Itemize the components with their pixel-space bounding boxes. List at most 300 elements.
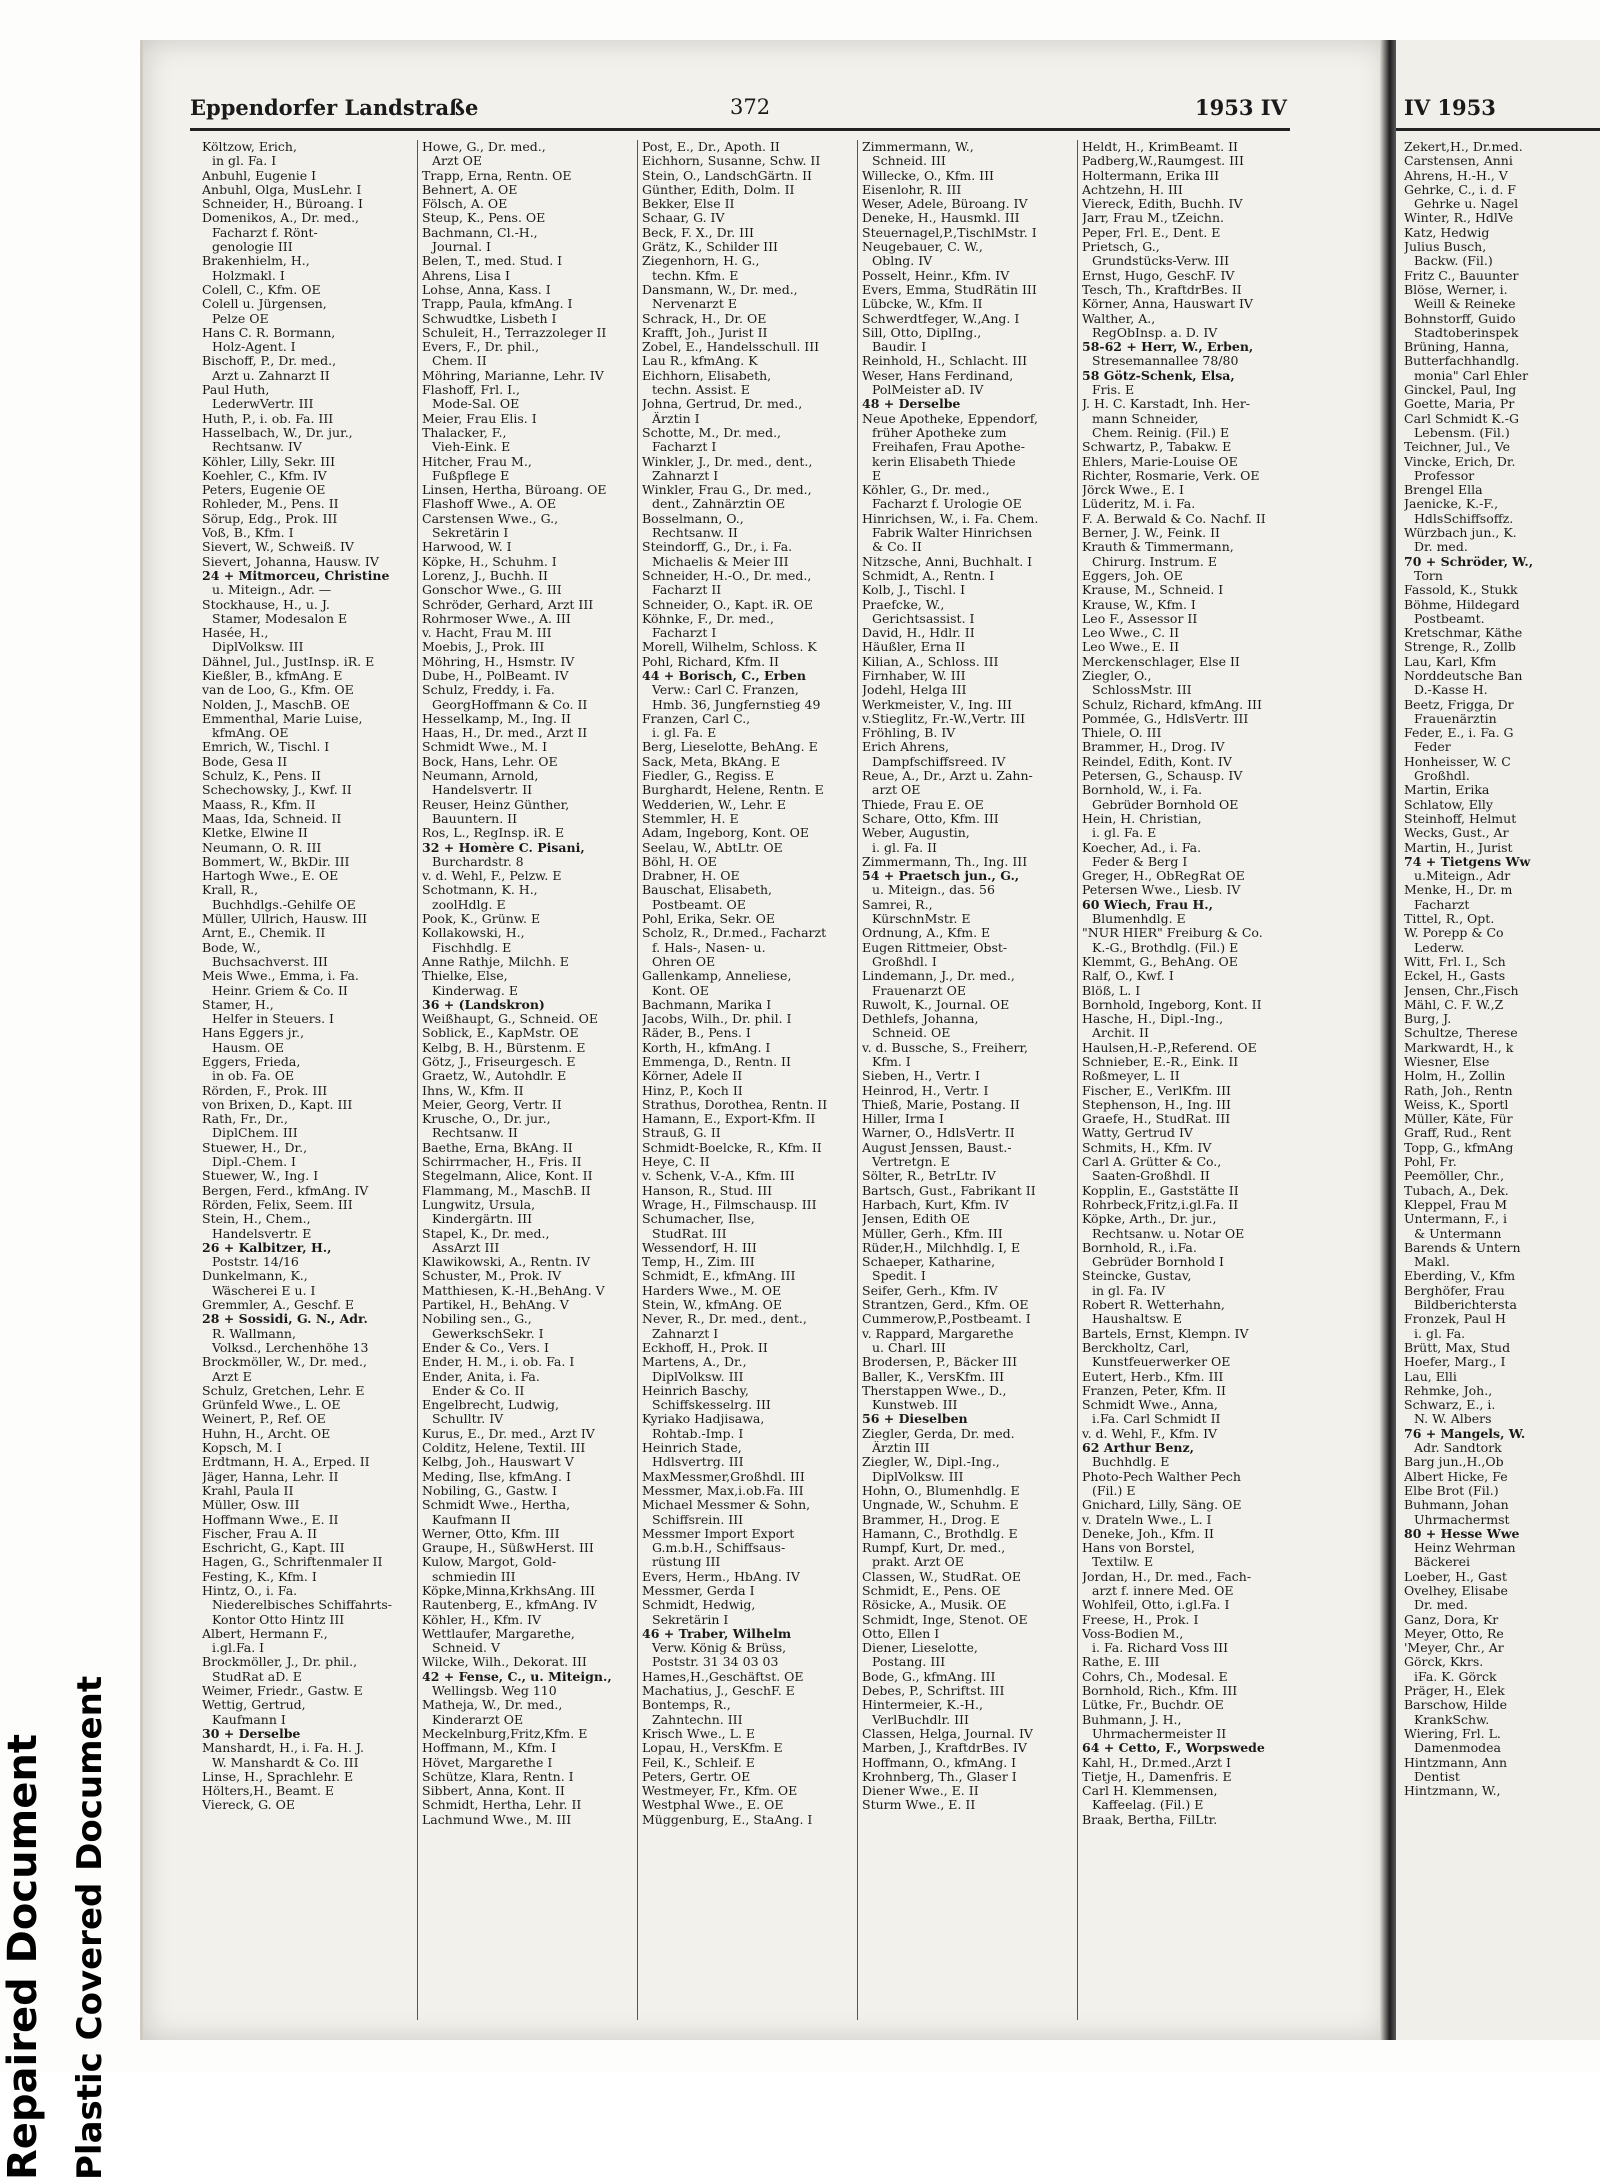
directory-entry: Dube, H., PolBeamt. IV [422,668,569,683]
directory-entry: Jensen, Chr.,Fisch [1404,983,1519,998]
directory-entry: Vieh-Eink. E [432,440,511,455]
directory-entry: Messmer Import Export [642,1526,795,1541]
directory-entry: Günther, Edith, Dolm. II [642,182,795,197]
directory-entry: Ros, L., RegInsp. iR. E [422,826,565,841]
directory-entry: AssArzt III [432,1240,500,1255]
directory-entry: Sieben, H., Vertr. I [862,1069,980,1084]
directory-entry: Kfm. I [872,1055,911,1069]
directory-entry: Nervenarzt E [652,297,737,312]
directory-entry: Dr. med. [1414,540,1468,555]
directory-entry: Rathe, E. III [1082,1655,1160,1670]
directory-entry: Fritz C., Bauunter [1404,268,1519,283]
directory-entry: Walther, A., [1082,311,1156,326]
directory-entry: in gl. Fa. IV [1092,1283,1166,1298]
directory-entry: Gnichard, Lilly, Säng. OE [1082,1498,1242,1513]
directory-entry: Dipl.-Chem. I [212,1155,296,1170]
directory-entry: Vertretgn. E [872,1155,950,1170]
directory-entry: Rautenberg, E., kfmAng. IV [422,1598,598,1613]
directory-entry: Eisenlohr, R. III [862,182,962,197]
directory-entry: Martin, Erika [1404,783,1490,798]
directory-entry: W. Manshardt & Co. III [212,1755,359,1770]
directory-entry: Achtzehn, H. III [1082,182,1183,197]
directory-entry: Stamer, H., [202,997,274,1012]
directory-entry: Schneider, O., Kapt. iR. OE [642,597,813,612]
directory-entry: Krusche, O., Dr. jur., [422,1112,551,1127]
directory-entry: monia" Carl Ehler [1414,368,1529,383]
directory-entry: Viereck, G. OE [202,1798,295,1813]
directory-entry: Belen, T., med. Stud. I [422,254,563,269]
directory-entry: StudRat. III [652,1226,727,1241]
directory-entry: Körner, Adele II [642,1069,743,1084]
directory-entry: Bornhold, Ingeborg, Kont. II [1082,997,1262,1012]
directory-entry: Postang. III [872,1655,946,1670]
directory-entry: Bode, W., [202,940,261,955]
directory-entry: Damenmodea [1414,1741,1502,1756]
directory-entry: Bornhold, Rich., Kfm. III [1082,1684,1238,1699]
directory-entry: Beck, F. X., Dr. III [642,225,754,240]
directory-entry: 24 + Mitmorceu, Christine [202,568,390,583]
directory-entry: Hames,H.,Geschäftst. OE [642,1669,804,1684]
directory-entry: dent., Zahnärztin OE [652,497,786,512]
directory-entry: Franzen, Carl C., [642,711,751,726]
directory-entry: G.m.b.H., Schiffsaus- [652,1541,786,1556]
directory-entry: Voss-Bodien M., [1082,1626,1184,1641]
directory-entry: i. gl. Fa. E [1092,826,1157,841]
directory-entry: Ziegler, Gerda, Dr. med. [862,1426,1015,1441]
directory-entry: Pohl, Erika, Sekr. OE [642,912,775,927]
directory-entry: Gebrüder Bornhold I [1092,1255,1224,1270]
directory-entry: Kilian, A., Schloss. III [862,654,999,669]
directory-entry: Hinz, P., Koch II [642,1083,743,1098]
directory-entry: Kaufmann II [432,1512,511,1527]
directory-entry: Postbeamt. OE [652,897,746,912]
directory-entry: Temp, H., Zim. III [642,1255,755,1270]
directory-entry: Martens, A., Dr., [642,1355,747,1370]
directory-entry: Ernst, Hugo, GeschF. IV [1082,268,1235,283]
directory-entry: i.gl.Fa. I [212,1641,265,1656]
directory-entry: u. Miteign., Adr. — [212,583,332,598]
directory-entry: Hausm. OE [212,1040,284,1055]
directory-entry: Baller, K., VersKfm. III [862,1369,1005,1384]
directory-entry: Trapp, Paula, kfmAng. I [422,297,573,312]
directory-entry: arzt f. innere Med. OE [1092,1583,1234,1598]
directory-entry: Ordnung, A., Kfm. E [862,926,991,941]
directory-entry: Graetz, W., Autohdlr. E [422,1069,567,1084]
directory-entry: Weimer, Friedr., Gastw. E [202,1684,363,1699]
directory-entry: PolMeister aD. IV [872,383,984,398]
directory-entry: Markwardt, H., k [1404,1040,1514,1055]
directory-entry: Ender, H. M., i. ob. Fa. I [422,1355,575,1370]
directory-entry: Schotmann, K. H., [422,883,538,898]
directory-entry: Verw.: Carl C. Franzen, [652,683,799,698]
directory-columns [198,140,1298,2020]
directory-entry: Müggenburg, E., StaAng. I [642,1812,813,1827]
directory-entry: Johna, Gertrud, Dr. med., [642,397,803,412]
directory-entry: Schwartz, P., Tabakw. E [1082,440,1232,455]
directory-entry: Schirrmacher, H., Fris. II [422,1155,582,1170]
directory-entry: Ziegler, W., Dipl.-Ing., [862,1455,1000,1470]
directory-entry: Hanson, R., Stud. III [642,1183,773,1198]
directory-entry: Wedderien, W., Lehr. E [642,797,787,812]
directory-entry: Moebis, J., Prok. III [422,640,545,655]
directory-entry: GewerkschSekr. I [432,1326,544,1341]
facing-page-header: IV 1953 [1404,95,1496,120]
directory-entry: Schütze, Klara, Rentn. I [422,1769,574,1784]
directory-entry: Rechtsanw. II [652,526,738,541]
directory-entry: K.-G., Brothdlg. (Fil.) E [1092,940,1239,955]
directory-entry: Kolb, J., Tischl. I [862,583,966,598]
directory-entry: Stephenson, H., Ing. III [1082,1097,1231,1112]
directory-entry: Graefe, H., StudRat. III [1082,1112,1231,1127]
directory-entry: Tubach, A., Dek. [1404,1183,1509,1198]
directory-entry: Soblick, E., KapMstr. OE [422,1026,579,1041]
directory-entry: Bäckerei [1414,1555,1470,1570]
directory-entry: Debes, P., Schriftst. III [862,1684,1005,1699]
directory-entry: Steuernagel,P.,TischlMstr. I [862,225,1037,240]
directory-entry: 'Meyer, Chr., Ar [1404,1641,1504,1656]
directory-entry: 26 + Kalbitzer, H., [202,1240,332,1255]
directory-entry: DiplVolksw. III [652,1369,744,1384]
directory-entry: Dansmann, W., Dr. med., [642,282,798,297]
directory-entry: Burchardstr. 8 [432,854,524,869]
directory-entry: Dentist [1414,1769,1460,1784]
directory-entry: Weser, Adele, Büroang. IV [862,197,1028,212]
header-rule [190,128,1290,131]
directory-entry: Helfer in Steuers. I [212,1012,334,1027]
directory-entry: Hoffmann, O., kfmAng. I [862,1755,1017,1770]
directory-entry: Hans Eggers jr., [202,1026,305,1041]
directory-entry: David, H., Hdlr. II [862,626,975,641]
directory-entry: Müller, Ullrich, Hausw. III [202,912,368,927]
directory-entry: Rohtab.-Imp. I [652,1426,744,1441]
directory-entry: Harbach, Kurt, Kfm. IV [862,1197,1009,1212]
directory-entry: Zahnarzt I [652,1326,719,1341]
page-header [190,95,1290,125]
directory-entry: Burghardt, Helene, Rentn. E [642,783,824,798]
directory-entry: Strauß, G. II [642,1126,721,1141]
directory-entry: Häußler, Erna II [862,640,966,655]
directory-entry: Reindel, Edith, Kont. IV [1082,754,1232,769]
directory-entry: kfmAng. OE [212,726,289,741]
directory-entry: Brammer, H., Drog. IV [1082,740,1225,755]
directory-entry: Fischer, Frau A. II [202,1526,318,1541]
directory-entry: Rohleder, M., Pens. II [202,497,339,512]
directory-entry: Feder, E., i. Fa. G [1404,726,1514,741]
directory-entry: Volksd., Lerchenhöhe 13 [212,1340,369,1355]
directory-entry: Samrei, R., [862,897,933,912]
directory-entry: Schultze, Therese [1404,1026,1518,1041]
directory-entry: Rörden, Felix, Seem. III [202,1197,353,1212]
directory-entry: Kleppel, Frau M [1404,1197,1508,1212]
directory-entry: Gebrüder Bornhold OE [1092,797,1239,812]
directory-entry: Schulz, Gretchen, Lehr. E [202,1383,365,1398]
directory-entry: Warner, O., HdlsVertr. II [862,1126,1015,1141]
directory-entry: Hintzmann, W., [1404,1784,1501,1799]
directory-entry: Butterfachhandlg. [1404,354,1520,369]
directory-entry: Fischer, E., VerlKfm. III [1082,1083,1231,1098]
directory-entry: Bauschat, Elisabeth, [642,883,773,898]
directory-entry: Holz-Agent. I [212,340,296,355]
directory-entry: (Fil.) E [1092,1483,1136,1498]
directory-entry: Nolden, J., MaschB. OE [202,697,351,712]
directory-entry: Ziegler, O., [1082,668,1152,683]
directory-entry: J. H. C. Karstadt, Inh. Her- [1082,397,1251,412]
directory-entry: Bischoff, P., Dr. med., [202,354,337,369]
directory-entry: Morell, Wilhelm, Schloss. K [642,640,817,655]
directory-entry: Schneid. III [872,154,946,169]
directory-entry: in ob. Fa. OE [212,1069,295,1084]
directory-entry: v. Schenk, V.-A., Kfm. III [642,1169,795,1184]
directory-entry: Schare, Otto, Kfm. III [862,811,999,826]
directory-entry: Wäscherei E u. I [212,1283,316,1298]
directory-entry: Gehrke, C., i. d. F [1404,182,1516,197]
directory-entry: Ahrens, H.-H., V [1404,168,1508,183]
directory-entry: Padberg,W.,Raumgest. III [1082,154,1244,169]
directory-entry: Firnhaber, W. III [862,668,966,683]
directory-entry: DiplVolksw. III [212,640,304,655]
directory-entry: Westphal Wwe., E. OE [642,1798,784,1813]
directory-entry: zoolHdlg. E [432,897,506,912]
directory-entry: 64 + Cetto, F., Worpswede [1082,1741,1265,1756]
directory-entry: Wessendorf, H. III [642,1240,757,1255]
directory-entry: Jordan, H., Dr. med., Fach- [1082,1569,1252,1584]
directory-entry: Krafft, Joh., Jurist II [642,325,768,340]
directory-entry: Körner, Anna, Hauswart IV [1082,297,1253,312]
directory-entry: RegObInsp. a. D. IV [1092,325,1218,340]
directory-entry: Rath, Fr., Dr., [202,1112,288,1127]
directory-entry: Handelsvertr. E [212,1226,312,1241]
directory-entry: Colditz, Helene, Textil. III [422,1441,586,1456]
directory-entry: Hartogh Wwe., E. OE [202,869,339,884]
directory-entry: u. Miteign., das. 56 [872,883,995,898]
directory-entry: Westmeyer, Fr., Kfm. OE [642,1784,798,1799]
directory-entry: Rüder,H., Milchhdlg. I, E [862,1240,1021,1255]
directory-entry: Hölters,H., Beamt. E [202,1784,335,1799]
directory-entry: Sörup, Edg., Prok. III [202,511,338,526]
directory-entry: Stein, W., kfmAng. OE [642,1298,783,1313]
directory-entry: Therstappen Wwe., D., [862,1383,1007,1398]
plastic-covered-document-label: Plastic Covered Document [70,1675,110,2180]
directory-entry: Meckelnburg,Fritz,Kfm. E [422,1726,588,1741]
directory-entry: 60 Wiech, Frau H., [1082,897,1213,912]
directory-entry: Werkmeister, V., Ing. III [862,697,1012,712]
directory-entry: Cohrs, Ch., Modesal. E [1082,1669,1228,1684]
directory-entry: früher Apotheke zum [872,425,1007,440]
directory-entry: Schuleit, H., Terrazzoleger II [422,325,607,340]
directory-entry: Jarr, Frau M., tZeichn. [1082,211,1225,226]
directory-entry: Drabner, H. OE [642,869,740,884]
directory-entry: Dethlefs, Johanna, [862,1012,979,1027]
year-section: 1953 IV [1195,95,1287,120]
directory-entry: Kopplin, E., Gaststätte II [1082,1183,1239,1198]
directory-entry: iFa. K. Görck [1414,1669,1497,1684]
directory-entry: Dr. med. [1414,1598,1468,1613]
directory-entry: 74 + Tietgens Ww [1404,854,1531,869]
directory-entry: Kindergärtn. III [432,1212,533,1227]
directory-entry: HdlsSchiffsoffz. [1414,511,1514,526]
directory-entry: Bergen, Ferd., kfmAng. IV [202,1183,369,1198]
directory-entry: Feder [1414,740,1451,755]
directory-entry: Ahrens, Lisa I [422,268,510,283]
directory-entry: Böhl, H. OE [642,854,717,869]
directory-entry: Schiffskesselrg. III [652,1398,771,1413]
directory-entry: & Co. II [872,540,922,555]
directory-entry: Ender & Co., Vers. I [422,1340,549,1355]
directory-entry: 70 + Schröder, W., [1404,554,1534,569]
directory-entry: Steincke, Gustav, [1082,1269,1192,1284]
directory-entry: u. Charl. III [872,1340,946,1355]
directory-entry: Ginckel, Paul, Ing [1404,383,1517,398]
directory-entry: Machatius, J., GeschF. E [642,1684,795,1699]
directory-entry: Kollakowski, H., [422,926,525,941]
directory-entry: Sibbert, Anna, Kont. II [422,1784,565,1799]
directory-entry: Lübcke, W., Kfm. II [862,297,983,312]
directory-entry: Schröder, Gerhard, Arzt III [422,597,594,612]
directory-entry: Blumenhdlg. E [1092,912,1186,927]
directory-entry: Verw. König & Brüss, [652,1641,787,1656]
directory-entry: Tittel, R., Opt. [1404,912,1495,927]
directory-entry: Berg, Lieselotte, BehAng. E [642,740,818,755]
directory-entry: Teichner, Jul., Ve [1404,440,1511,455]
directory-entry: van de Loo, G., Kfm. OE [202,683,354,698]
directory-entry: Heinr. Griem & Co. II [212,983,348,998]
directory-entry: Schwarz, E., i. [1404,1398,1496,1413]
facing-page [1396,40,1600,2040]
directory-entry: Eggers, Joh. OE [1082,568,1183,583]
directory-entry: Hitcher, Frau M., [422,454,532,469]
directory-entry: Schumacher, Ilse, [642,1212,755,1227]
directory-entry: Barends & Untern [1404,1240,1521,1255]
directory-entry: Brakenhielm, H., [202,254,310,269]
directory-entry: Carl A. Grütter & Co., [1082,1155,1222,1170]
directory-entry: Katz, Hedwig [1404,225,1490,240]
directory-entry: Colell, C., Kfm. OE [202,282,321,297]
directory-entry: schmiedin III [432,1569,516,1584]
directory-entry: Brengel Ella [1404,483,1483,498]
directory-entry: Witt, Frl. I., Sch [1404,954,1506,969]
directory-entry: Messmer, Max,i.ob.Fa. III [642,1483,804,1498]
directory-entry: Viereck, Edith, Buchh. IV [1082,197,1243,212]
directory-entry: 58 Götz-Schenk, Elsa, [1082,368,1235,383]
directory-entry: Hamann, E., Export-Kfm. II [642,1112,816,1127]
directory-entry: Kinderarzt OE [432,1712,524,1727]
directory-entry: Carstensen Wwe., G., [422,511,559,526]
directory-entry: Zobel, E., Handelsschull. III [642,340,820,355]
directory-entry: Kahl, H., Dr.med.,Arzt I [1082,1755,1231,1770]
directory-entry: Niederelbisches Schiffahrts- [212,1598,392,1613]
directory-entry: Leo Wwe., E. II [1082,640,1180,655]
directory-entry: W. Porepp & Co [1404,926,1504,941]
directory-entry: Gehrke u. Nagel [1414,197,1519,212]
directory-entry: Kont. OE [652,983,709,998]
directory-entry: Ovelhey, Elisabe [1404,1583,1508,1598]
directory-entry: Roßmeyer, L. II [1082,1069,1180,1084]
directory-entry: Engelbrecht, Ludwig, [422,1398,559,1413]
directory-entry: Heinrich Baschy, [642,1383,749,1398]
directory-entry: Vincke, Erich, Dr. [1404,454,1516,469]
directory-entry: Lopau, H., VersKfm. E [642,1741,783,1756]
directory-entry: Weißhaupt, G., Schneid. OE [422,1012,598,1027]
directory-entry: Classen, W., StudRat. OE [862,1569,1021,1584]
directory-entry: Zahntechn. III [652,1712,743,1727]
directory-entry: Thalacker, F., [422,425,507,440]
directory-entry: Reuser, Heinz Günther, [422,797,570,812]
directory-entry: Barschow, Hilde [1404,1698,1508,1713]
directory-entry: Post, E., Dr., Apoth. II [642,140,780,154]
directory-entry: Hein, H. Christian, [1082,811,1202,826]
directory-entry: Hintzmann, Ann [1404,1755,1508,1770]
directory-entry: Wilcke, Wilh., Dekorat. III [422,1655,587,1670]
directory-entry: KrankSchw. [1414,1712,1490,1727]
directory-entry: i. gl. Fa. II [872,840,937,855]
directory-entry: Kyriako Hadjisawa, [642,1412,765,1427]
directory-entry: Eugen Rittmeier, Obst- [862,940,1008,955]
directory-entry: Topp, G., kfmAng [1404,1140,1514,1155]
directory-entry: Bartels, Ernst, Klempn. IV [1082,1326,1249,1341]
directory-column-5 [1078,140,1298,2020]
directory-entry: Ärztin III [872,1441,930,1456]
directory-entry: Haas, H., Dr. med., Arzt II [422,726,588,741]
directory-entry: Harders Wwe., M. OE [642,1283,782,1298]
directory-entry: Eggers, Frieda, [202,1055,301,1069]
directory-entry: Martin, H., Jurist [1404,840,1513,855]
directory-entry: Evers, Emma, StudRätin III [862,282,1037,297]
directory-entry: Hövet, Margarethe I [422,1755,553,1770]
directory-entry: 42 + Fense, C., u. Miteign., [422,1669,612,1684]
directory-entry: Emmenthal, Marie Luise, [202,711,363,726]
directory-entry: 30 + Derselbe [202,1726,301,1741]
directory-entry: Berner, J. W., Feink. II [1082,526,1220,541]
directory-entry: Kelbg, Joh., Hauswart V [422,1455,574,1470]
directory-entry: Köpke, Arth., Dr. jur., [1082,1212,1217,1227]
directory-entry: Rohrbeck,Fritz,i.gl.Fa. II [1082,1197,1239,1212]
directory-entry: Stegelmann, Alice, Kont. II [422,1169,593,1184]
directory-entry: Scholz, R., Dr.med., Facharzt [642,926,827,941]
directory-entry: Klawikowski, A., Rentn. IV [422,1255,591,1270]
directory-entry: Mähl, C. F. W.,Z [1404,997,1504,1012]
directory-entry: Schmidt, E., kfmAng. III [642,1269,796,1284]
directory-entry: 44 + Borisch, C., Erben [642,668,806,683]
directory-entry: Flashoff, Frl. I., [422,383,520,398]
directory-entry: 36 + (Landskron) [422,997,545,1012]
directory-entry: Postbeamt. [1414,611,1485,626]
directory-entry: Zahnarzt I [652,468,719,483]
directory-entry: Hans C. R. Bormann, [202,325,336,340]
directory-entry: Krisch Wwe., L. E [642,1726,755,1741]
directory-entry: Schotte, M., Dr. med., [642,425,782,440]
directory-entry: v. Hacht, Frau M. III [422,626,552,641]
directory-entry: Eckel, H., Gasts [1404,969,1506,984]
directory-entry: Lederw. [1414,940,1465,955]
directory-entry: Gerichtsassist. I [872,611,975,626]
directory-entry: Stapel, K., Dr. med., [422,1226,550,1241]
directory-entry: Kretschmar, Käthe [1404,626,1523,641]
directory-entry: Jäger, Hanna, Lehr. II [202,1469,339,1484]
directory-entry: Schmidt-Boelcke, R., Kfm. II [642,1140,822,1155]
directory-entry: Berghöfer, Frau [1404,1283,1505,1298]
directory-entry: Diener Wwe., E. II [862,1784,979,1799]
directory-entry: Rechtsanw. II [432,1126,518,1141]
directory-entry: Neue Apotheke, Eppendorf, [862,411,1038,426]
directory-entry: Facharzt f. Rönt- [212,225,318,240]
directory-entry: Classen, Helga, Journal. IV [862,1726,1033,1741]
directory-entry: Matthiesen, K.-H.,BehAng. V [422,1283,605,1298]
directory-entry: Eichhorn, Elisabeth, [642,368,772,383]
directory-entry: Schaeper, Katharine, [862,1255,996,1270]
directory-entry: Eberding, V., Kfm [1404,1269,1516,1284]
directory-entry: Thiede, Frau E. OE [862,797,984,812]
directory-entry: 62 Arthur Benz, [1082,1441,1194,1456]
